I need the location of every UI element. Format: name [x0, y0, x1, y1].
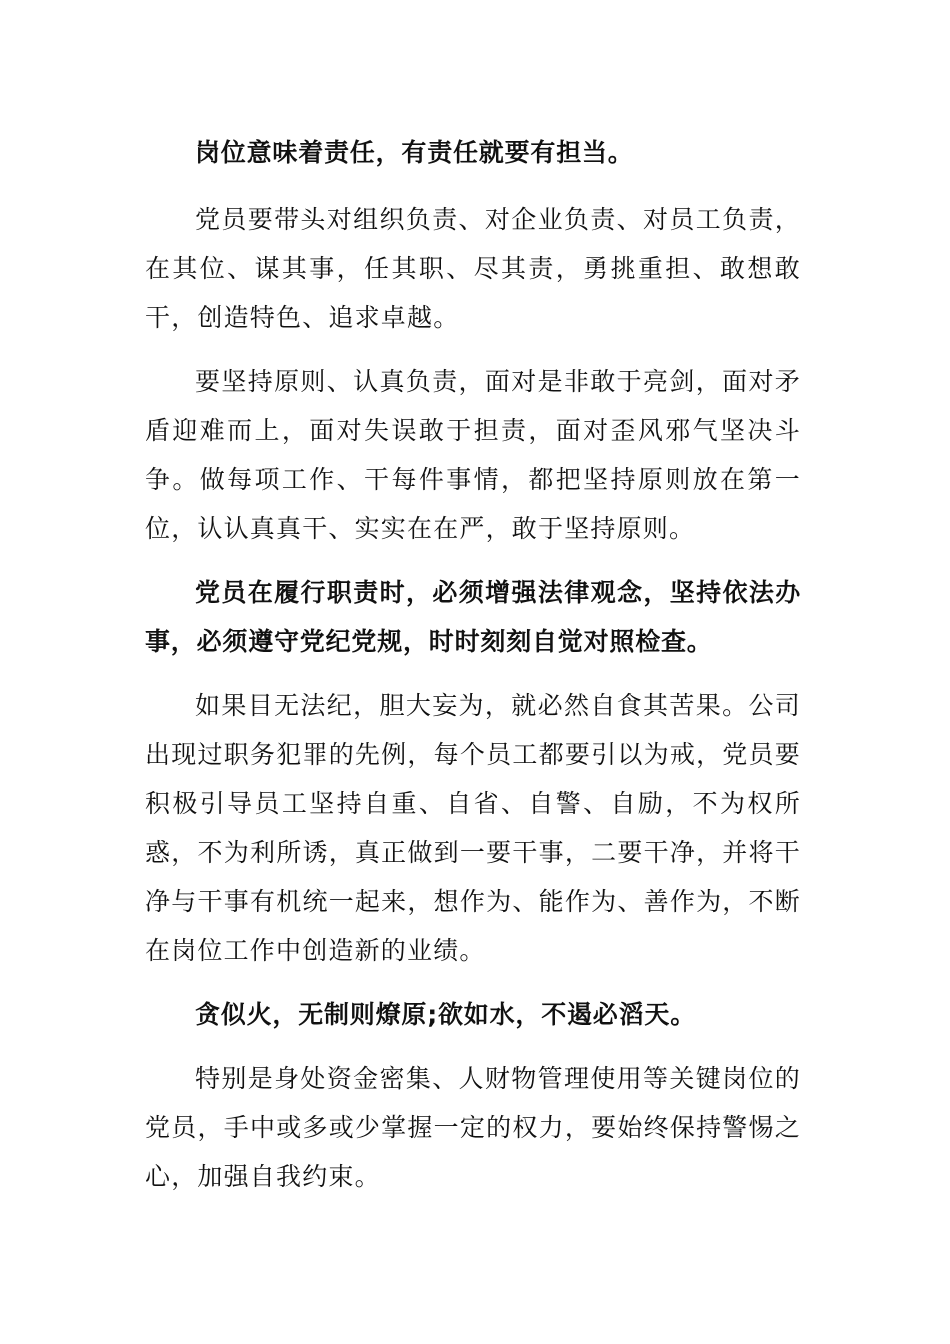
- paragraph-heading-responsibility: 岗位意味着责任，有责任就要有担当。: [195, 138, 634, 167]
- document-body: [145, 128, 801, 1201]
- paragraph-discipline: 如果目无法纪，胆大妄为，就必然自食其苦果。公司出现过职务犯罪的先例，每个员工都要引以为戒，党员要积极引导员工坚持自重、自省、自警、自励，不为权所惑，不为利所诱，真正做到一要干事，二要干净，并将干净与干事有机统一起来，想作为、能作为、善作为，不断在岗位工作中创造新的业绩。: [145, 691, 801, 965]
- paragraph-principles: 要坚持原则、认真负责，面对是非敢于亮剑，面对矛盾迎难而上，面对失误敢于担责，面对歪风邪气坚决斗争。做每项工作、干每件事情，都把坚持原则放在第一位，认认真真干、实实在在严，敢于坚持原则。: [145, 367, 801, 543]
- paragraph-party-member-duty: 党员要带头对组织负责、对企业负责、对员工负责，在其位、谋其事，任其职、尽其责，勇挑重担、敢想敢干，创造特色、追求卓越。: [145, 205, 801, 332]
- paragraph-heading-law: 党员在履行职责时，必须增强法律观念，坚持依法办事，必须遵守党纪党规，时时刻刻自觉对照检查。: [145, 578, 801, 656]
- paragraph-key-positions: 特别是身处资金密集、人财物管理使用等关键岗位的党员，手中或多或少掌握一定的权力，要始终保持警惕之心，加强自我约束。: [145, 1064, 801, 1191]
- paragraph-heading-greed: 贪似火，无制则燎原;欲如水，不遏必滔天。: [195, 1000, 696, 1029]
